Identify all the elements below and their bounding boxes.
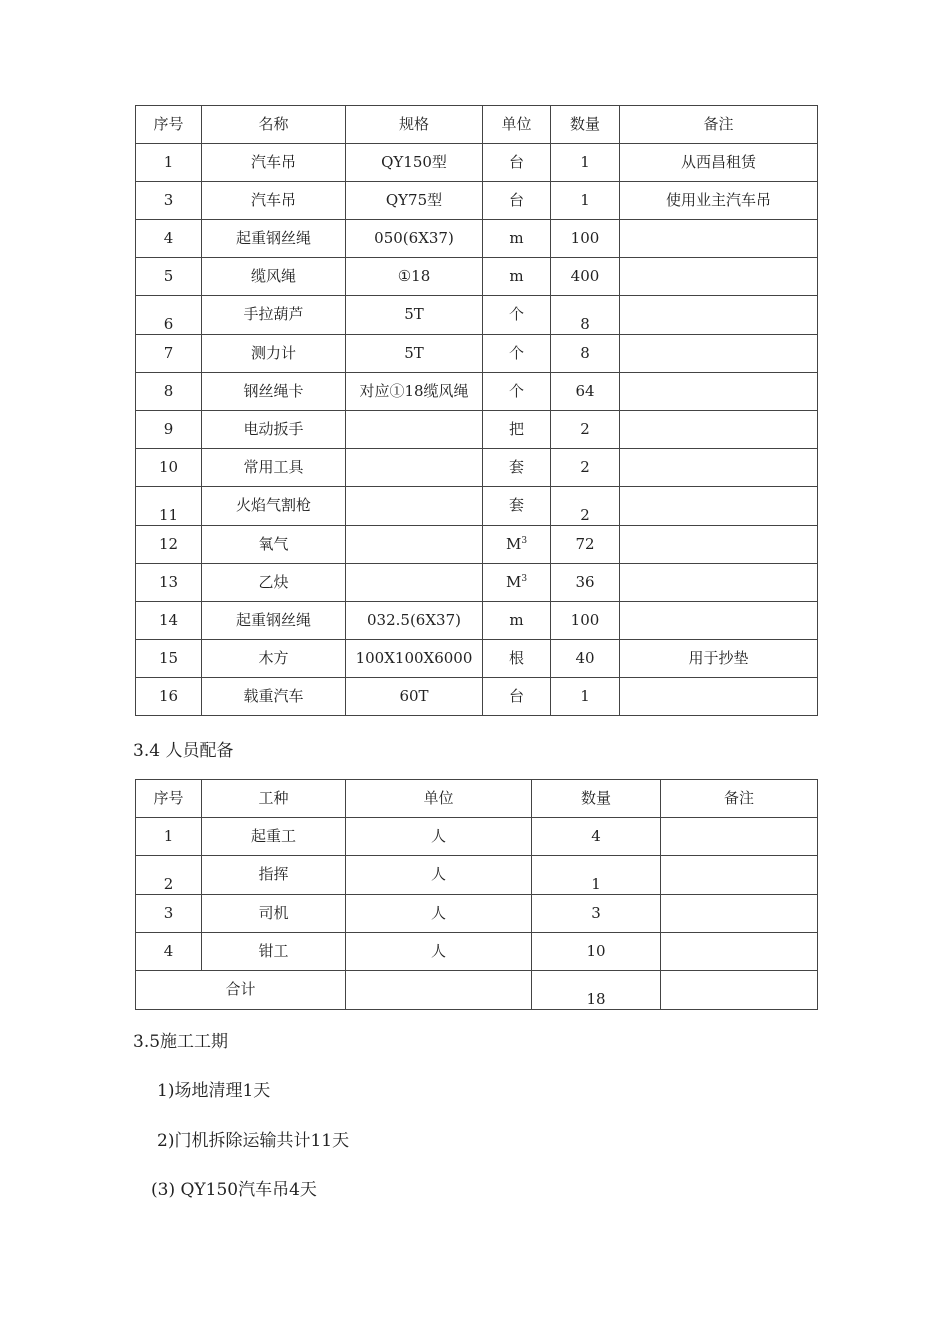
name-cell: 火焰气割枪: [202, 487, 346, 526]
equipment-table: [135, 105, 818, 716]
seq-cell: 6: [136, 296, 202, 335]
table-header-row: [136, 106, 818, 144]
header-seq-cell: 序号: [136, 106, 202, 144]
note-cell: [620, 564, 818, 602]
qty-cell: 64: [551, 373, 620, 411]
qty-cell: 8: [551, 335, 620, 373]
spec-cell: 5T: [346, 296, 483, 335]
qty-cell: 1: [551, 144, 620, 182]
note-cell: [661, 895, 818, 933]
note-cell: [620, 220, 818, 258]
spec-cell: 050(6X37): [346, 220, 483, 258]
unit-cell: 套: [483, 449, 551, 487]
spec-cell: [346, 411, 483, 449]
unit-cell: $M^3$: [483, 564, 551, 602]
spec-cell: QY150型: [346, 144, 483, 182]
qty-cell: 2: [551, 449, 620, 487]
unit-cell: $M^3$: [483, 526, 551, 564]
name-cell: 汽车吊: [202, 182, 346, 220]
name-cell: 木方: [202, 640, 346, 678]
qty-cell: 72: [551, 526, 620, 564]
name-cell: 缆风绳: [202, 258, 346, 296]
header-unit-cell: 单位: [483, 106, 551, 144]
seq-cell: 8: [136, 373, 202, 411]
table-row: [136, 933, 818, 971]
schedule-item: (3) QY150汽车吊4天: [151, 1180, 317, 1200]
qty-cell: 1: [551, 678, 620, 716]
header-spec-cell: 规格: [346, 106, 483, 144]
seq-cell: 1: [136, 144, 202, 182]
table-row: [136, 818, 818, 856]
unit-cell: 人: [346, 895, 532, 933]
seq-cell: 15: [136, 640, 202, 678]
qty-cell: 10: [532, 933, 661, 971]
note-cell: [620, 258, 818, 296]
note-cell: [620, 678, 818, 716]
name-cell: 起重钢丝绳: [202, 602, 346, 640]
unit-cell: 人: [346, 856, 532, 895]
header-note-cell: 备注: [661, 780, 818, 818]
qty-cell: 3: [532, 895, 661, 933]
seq-cell: 4: [136, 933, 202, 971]
seq-cell: 4: [136, 220, 202, 258]
note-cell: [661, 933, 818, 971]
table-row: [136, 895, 818, 933]
qty-cell: 1: [551, 182, 620, 220]
table-row: [136, 449, 818, 487]
table-row: [136, 602, 818, 640]
total-value: 18: [532, 971, 661, 1010]
note-cell: [620, 411, 818, 449]
qty-cell: 400: [551, 258, 620, 296]
spec-cell: 032.5(6X37): [346, 602, 483, 640]
seq-cell: 16: [136, 678, 202, 716]
unit-cell: 台: [483, 144, 551, 182]
trade-cell: 司机: [202, 895, 346, 933]
header-name-cell: 名称: [202, 106, 346, 144]
note-cell: [620, 602, 818, 640]
staff-table: [135, 779, 818, 1010]
name-cell: 氧气: [202, 526, 346, 564]
qty-cell: 100: [551, 220, 620, 258]
header-trade-cell: 工种: [202, 780, 346, 818]
note-cell: [620, 487, 818, 526]
name-cell: 钢丝绳卡: [202, 373, 346, 411]
qty-cell: 100: [551, 602, 620, 640]
seq-cell: 13: [136, 564, 202, 602]
unit-cell: 人: [346, 818, 532, 856]
name-cell: 乙炔: [202, 564, 346, 602]
seq-cell: 7: [136, 335, 202, 373]
qty-cell: 36: [551, 564, 620, 602]
total-row: [136, 971, 818, 1010]
unit-superscript: 3: [521, 573, 528, 584]
note-cell: [620, 335, 818, 373]
note-cell: 使用业主汽车吊: [620, 182, 818, 220]
note-cell: 用于抄垫: [620, 640, 818, 678]
schedule-item: 1)场地清理1天: [157, 1081, 271, 1101]
table-row: [136, 678, 818, 716]
table-row: [136, 296, 818, 335]
trade-cell: 指挥: [202, 856, 346, 895]
seq-cell: 2: [136, 856, 202, 895]
schedule-item: 2)门机拆除运输共计11天: [157, 1131, 350, 1151]
spec-cell: 60T: [346, 678, 483, 716]
name-cell: 手拉葫芦: [202, 296, 346, 335]
seq-cell: 10: [136, 449, 202, 487]
qty-cell: 4: [532, 818, 661, 856]
unit-cell: 把: [483, 411, 551, 449]
spec-cell: QY75型: [346, 182, 483, 220]
table-row: [136, 526, 818, 564]
table-header-row: [136, 780, 818, 818]
unit-cell: m: [483, 258, 551, 296]
table-row: [136, 411, 818, 449]
note-cell: [620, 449, 818, 487]
spec-cell: 100X100X6000: [346, 640, 483, 678]
qty-cell: 40: [551, 640, 620, 678]
unit-cell: 台: [483, 182, 551, 220]
note-cell: 从西昌租赁: [620, 144, 818, 182]
name-cell: 汽车吊: [202, 144, 346, 182]
table-row: [136, 220, 818, 258]
name-cell: 常用工具: [202, 449, 346, 487]
name-cell: 测力计: [202, 335, 346, 373]
spec-cell: ①18: [346, 258, 483, 296]
table-row: [136, 487, 818, 526]
table-row: [136, 373, 818, 411]
qty-cell: 8: [551, 296, 620, 335]
seq-cell: 1: [136, 818, 202, 856]
header-seq-cell: 序号: [136, 780, 202, 818]
qty-cell: 1: [532, 856, 661, 895]
note-cell: [661, 818, 818, 856]
qty-cell: 2: [551, 487, 620, 526]
note-cell: [661, 856, 818, 895]
seq-cell: 5: [136, 258, 202, 296]
unit-cell: m: [483, 602, 551, 640]
empty-cell: [346, 971, 532, 1010]
qty-cell: 2: [551, 411, 620, 449]
seq-cell: 3: [136, 895, 202, 933]
table-row: [136, 258, 818, 296]
unit-cell: 根: [483, 640, 551, 678]
note-cell: [620, 526, 818, 564]
header-qty-cell: 数量: [532, 780, 661, 818]
header-note-cell: 备注: [620, 106, 818, 144]
table-row: [136, 564, 818, 602]
trade-cell: 起重工: [202, 818, 346, 856]
seq-cell: 9: [136, 411, 202, 449]
total-label: 合计: [136, 971, 346, 1010]
table-row: [136, 856, 818, 895]
seq-cell: 14: [136, 602, 202, 640]
unit-superscript: 3: [521, 535, 528, 546]
table-row: [136, 640, 818, 678]
spec-cell: [346, 564, 483, 602]
name-cell: 电动扳手: [202, 411, 346, 449]
note-cell: [620, 296, 818, 335]
name-cell: 起重钢丝绳: [202, 220, 346, 258]
table-row: [136, 182, 818, 220]
name-cell: 载重汽车: [202, 678, 346, 716]
table-row: [136, 144, 818, 182]
spec-cell: [346, 526, 483, 564]
table-row: [136, 335, 818, 373]
unit-cell: 个: [483, 296, 551, 335]
header-unit-cell: 单位: [346, 780, 532, 818]
empty-cell: [661, 971, 818, 1010]
seq-cell: 12: [136, 526, 202, 564]
note-cell: [620, 373, 818, 411]
spec-cell: 5T: [346, 335, 483, 373]
unit-cell: 台: [483, 678, 551, 716]
seq-cell: 11: [136, 487, 202, 526]
unit-cell: 套: [483, 487, 551, 526]
spec-cell: 对应①18缆风绳: [346, 373, 483, 411]
trade-cell: 钳工: [202, 933, 346, 971]
spec-cell: [346, 487, 483, 526]
section-title-staff: 3.4 人员配备: [133, 741, 234, 761]
header-qty-cell: 数量: [551, 106, 620, 144]
unit-cell: 个: [483, 335, 551, 373]
unit-cell: 人: [346, 933, 532, 971]
section-title-schedule: 3.5施工工期: [133, 1032, 229, 1052]
spec-cell: [346, 449, 483, 487]
unit-cell: 个: [483, 373, 551, 411]
unit-cell: m: [483, 220, 551, 258]
seq-cell: 3: [136, 182, 202, 220]
